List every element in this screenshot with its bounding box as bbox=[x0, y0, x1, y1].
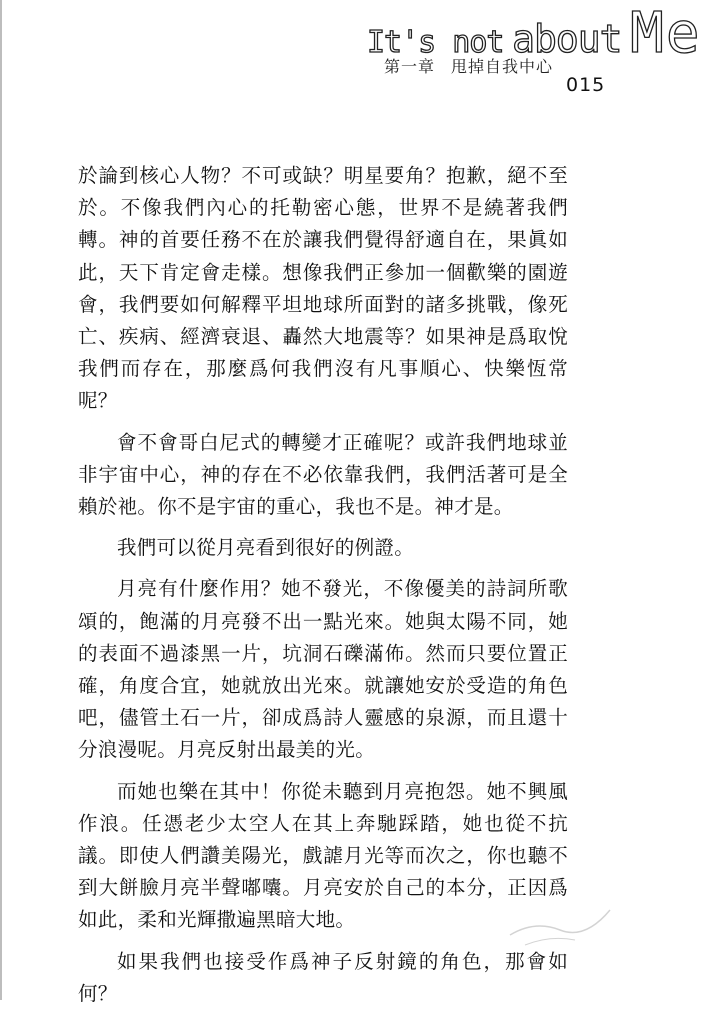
book-title-part3: Me bbox=[630, 1, 702, 66]
book-title-part1: It's not bbox=[367, 25, 504, 60]
book-title-part2: about bbox=[512, 17, 622, 61]
running-header bbox=[0, 0, 702, 110]
chapter-label: 第一章 bbox=[384, 57, 436, 76]
chapter-title: 甩掉自我中心 bbox=[451, 57, 554, 76]
chapter-heading bbox=[384, 54, 553, 77]
paragraph-5: 而她也樂在其中！你從未聽到月亮抱怨。她不興風作浪。任憑老少太空人在其上奔馳踩踏，她也從不抗議。即使人們讚美陽光，戲謔月光等而次之，你也聽不到大餅臉月亮半聲嘟囔。月亮安於自己的本分，正因爲如此，柔和光輝撒遍黑暗大地。 bbox=[78, 779, 568, 932]
paragraph-4: 月亮有什麼作用？她不發光，不像優美的詩詞所歌頌的，飽滿的月亮發不出一點光來。她與太陽不同，她的表面不過漆黑一片，坑洞石礫滿佈。然而只要位置正確，角度合宜，她就放出光來。就讓她安於受造的角色吧，儘管土石一片，卻成爲詩人靈感的泉源，而且還十分浪漫呢。月亮反射出最美的光。 bbox=[78, 577, 568, 762]
faint-stamp-mark bbox=[505, 890, 615, 950]
paragraph-1: 於論到核心人物？不可或缺？明星要角？抱歉，絕不至於。不像我們內心的托勒密心態，世界不是繞著我們轉。神的首要任務不在於讓我們覺得舒適自在，果眞如此，天下肯定會走樣。想像我們正參加一個歡樂的園遊會，我們要如何解釋平坦地球所面對的諸多挑戰，像死亡、疾病、經濟衰退、轟然大地震等？如果神是爲取悅我們而存在，那麼爲何我們沒有凡事順心、快樂恆常呢？ bbox=[78, 164, 568, 413]
paragraph-6: 如果我們也接受作爲神子反射鏡的角色，那會如何？ bbox=[78, 949, 568, 1005]
body-text bbox=[78, 160, 568, 1010]
paragraph-3: 我們可以從月亮看到很好的例證。 bbox=[117, 536, 415, 560]
paragraph-2: 會不會哥白尼式的轉變才正確呢？或許我們地球並非宇宙中心，神的存在不必依靠我們，我們活著可是全賴於祂。你不是宇宙的重心，我也不是。神才是。 bbox=[78, 430, 568, 519]
page-number: 015 bbox=[566, 74, 606, 96]
